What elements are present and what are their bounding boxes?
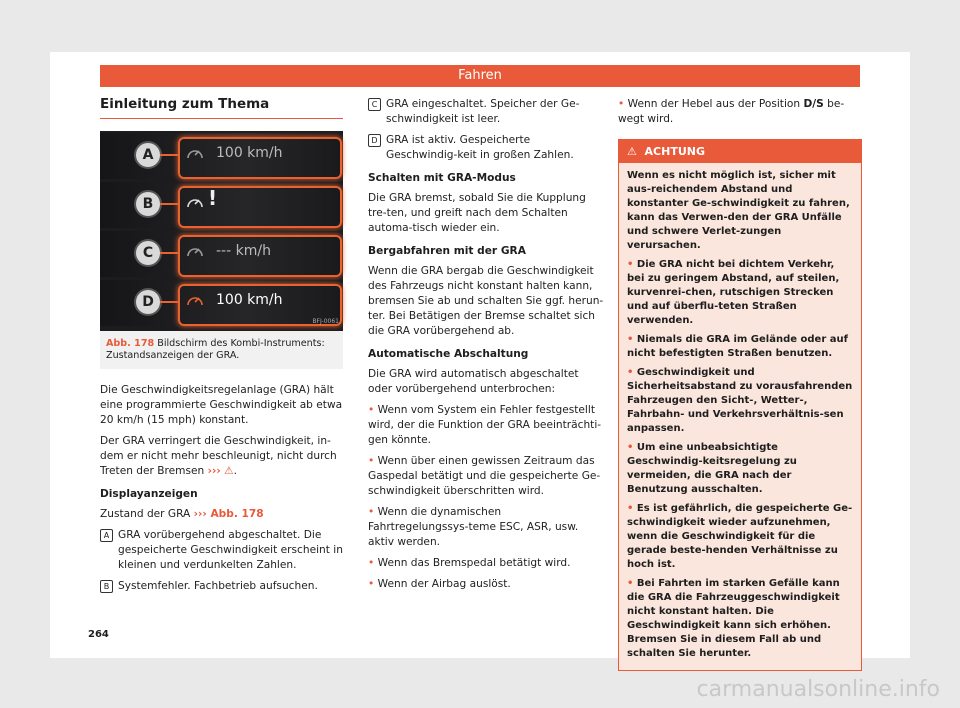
connector-line	[160, 301, 178, 303]
list-item: D GRA ist aktiv. Gespeicherte Geschwindig-keit in großen Zahlen.	[368, 133, 604, 163]
cruise-gauge-icon	[186, 292, 204, 310]
bullet-item: • Wenn das Bremspedal betätigt wird.	[368, 557, 571, 569]
connector-line	[160, 154, 178, 156]
bullet-item: • Wenn der Airbag auslöst.	[368, 578, 511, 590]
caption-text: Bildschirm des Kombi-Instruments: Zustandsanzeigen der GRA.	[106, 338, 325, 361]
key-badge: B	[100, 580, 113, 593]
bullet-item: • Wenn der Hebel aus der Position D/S be-wegt wird.	[618, 98, 845, 125]
warning-bullet: • Es ist gefährlich, die gespeicherte Ge-schwindigkeit wieder aufzunehmen, wenn die Geschwindigkeit für die gerade beste-henden Verhältnisse zu hoch ist.	[627, 503, 853, 570]
paragraph: Wenn die GRA bergab die Geschwindigkeit des Fahrzeugs nicht konstant halten kann, bremsen Sie ab und schalten Sie ggf. herun-ter. Bei Betätigen der Bremse schaltet sich die GRA vorübergehend ab.	[368, 265, 604, 337]
key-badge: D	[368, 134, 381, 147]
display-panel-a	[100, 133, 343, 179]
figure-code: BFJ-0061	[312, 318, 339, 325]
watermark-text: carmanualsonline.info	[696, 677, 940, 702]
paragraph: Die Geschwindigkeitsregelanlage (GRA) hält eine programmierte Geschwindigkeit ab etwa 20 km/h (15 mph) konstant.	[100, 384, 343, 426]
section-title: Einleitung zum Thema	[100, 97, 343, 119]
error-mark: !	[208, 186, 218, 210]
warning-intro: Wenn es nicht möglich ist, sicher mit aus-reichendem Abstand und konstanter Ge-schwindigkeit zu fahren, kann das Verwen-den der GRA Unfälle und schwere Verlet-zungen verursachen.	[627, 170, 850, 251]
cross-reference-link[interactable]: ›››	[207, 465, 221, 477]
speed-readout: --- km/h	[216, 243, 271, 259]
subheading: Schalten mit GRA-Modus	[368, 172, 516, 184]
paragraph: Die GRA bremst, sobald Sie die Kupplung tre-ten, und greift nach dem Schalten automa-tisch wieder ein.	[368, 192, 586, 234]
caption-label: Abb. 178	[106, 338, 155, 349]
key-badge: A	[100, 529, 113, 542]
speed-readout: 100 km/h	[216, 292, 283, 308]
connector-line	[160, 203, 178, 205]
panel-key-b: B	[136, 192, 160, 216]
subheading: Automatische Abschaltung	[368, 348, 529, 360]
warning-bullet: • Niemals die GRA im Gelände oder auf nicht befestigten Straßen benutzen.	[627, 334, 848, 359]
column-3	[618, 97, 862, 671]
panel-key-a: A	[136, 143, 160, 167]
warning-bullet: • Die GRA nicht bei dichtem Verkehr, bei zu geringem Abstand, auf steilen, kurvenrei-chen, rutschigen Strecken und auf überflu-teten Straßen verwenden.	[627, 259, 840, 326]
bullet-item: • Wenn die dynamischen Fahrtregelungssys-teme ESC, ASR, usw. aktiv werden.	[368, 506, 579, 548]
display-panel-b	[100, 182, 343, 228]
page-number: 264	[88, 629, 109, 640]
speed-readout: 100 km/h	[216, 145, 283, 161]
warning-bullet: • Um eine unbeabsichtigte Geschwindig-keitsregelung zu vermeiden, die GRA nach der Benutzung ausschalten.	[627, 442, 797, 495]
list-item: C GRA eingeschaltet. Speicher der Ge-schwindigkeit ist leer.	[368, 97, 604, 127]
subheading: Displayanzeigen	[100, 488, 198, 500]
chapter-header: Fahren	[100, 65, 860, 87]
bullet-item: • Wenn vom System ein Fehler festgestellt wird, der die Funktion der GRA beeinträchti-gen könnte.	[368, 404, 602, 446]
panel-key-c: C	[136, 241, 160, 265]
warning-box	[618, 139, 862, 671]
cruise-gauge-icon	[186, 145, 204, 163]
cruise-gauge-icon	[186, 194, 204, 212]
display-panel-d	[100, 280, 343, 326]
list-item: B Systemfehler. Fachbetrieb aufsuchen.	[100, 579, 343, 594]
cruise-gauge-icon	[186, 243, 204, 261]
figure-reference-link[interactable]: ››› Abb. 178	[193, 508, 264, 520]
instrument-figure	[100, 131, 343, 331]
paragraph: Der GRA verringert die Geschwindigkeit, in-dem er nicht mehr beschleunigt, nicht durch Treten der Bremsen ››› ⚠.	[100, 435, 337, 477]
warning-bullet: • Bei Fahrten im starken Gefälle kann die GRA die Fahrzeuggeschwindigkeit nicht konstant halten. Die Geschwindigkeit kann sich erhöhen. Bremsen Sie in diesem Fall ab und schalten Sie herunter.	[627, 578, 840, 659]
manual-page	[50, 52, 910, 658]
paragraph: Die GRA wird automatisch abgeschaltet oder vorübergehend unterbrochen:	[368, 368, 579, 395]
warning-triangle-icon: ⚠	[224, 465, 234, 477]
panel-key-d: D	[136, 290, 160, 314]
warning-body	[619, 163, 861, 670]
list-item: A GRA vorübergehend abgeschaltet. Die gespeicherte Geschwindigkeit erscheint in kleinen und verdunkelten Zahlen.	[100, 528, 343, 573]
paragraph: Zustand der GRA ››› Abb. 178	[100, 508, 264, 520]
warning-triangle-icon: ⚠	[627, 145, 637, 158]
subheading: Bergabfahren mit der GRA	[368, 245, 526, 257]
bullet-item: • Wenn über einen gewissen Zeitraum das Gaspedal betätigt und die gespeicherte Ge-schwindigkeit überschritten wird.	[368, 455, 601, 497]
connector-line	[160, 252, 178, 254]
warning-header: ⚠ ACHTUNG	[619, 140, 861, 163]
key-badge: C	[368, 98, 381, 111]
figure-caption	[100, 331, 343, 369]
column-2	[368, 97, 604, 598]
display-panel-c	[100, 231, 343, 277]
column-1	[100, 97, 343, 600]
warning-bullet: • Geschwindigkeit und Sicherheitsabstand zu vorausfahrenden Fahrzeugen den Sicht-, Wetter-, Fahrbahn- und Verkehrsverhältnis-sen anpassen.	[627, 367, 853, 434]
